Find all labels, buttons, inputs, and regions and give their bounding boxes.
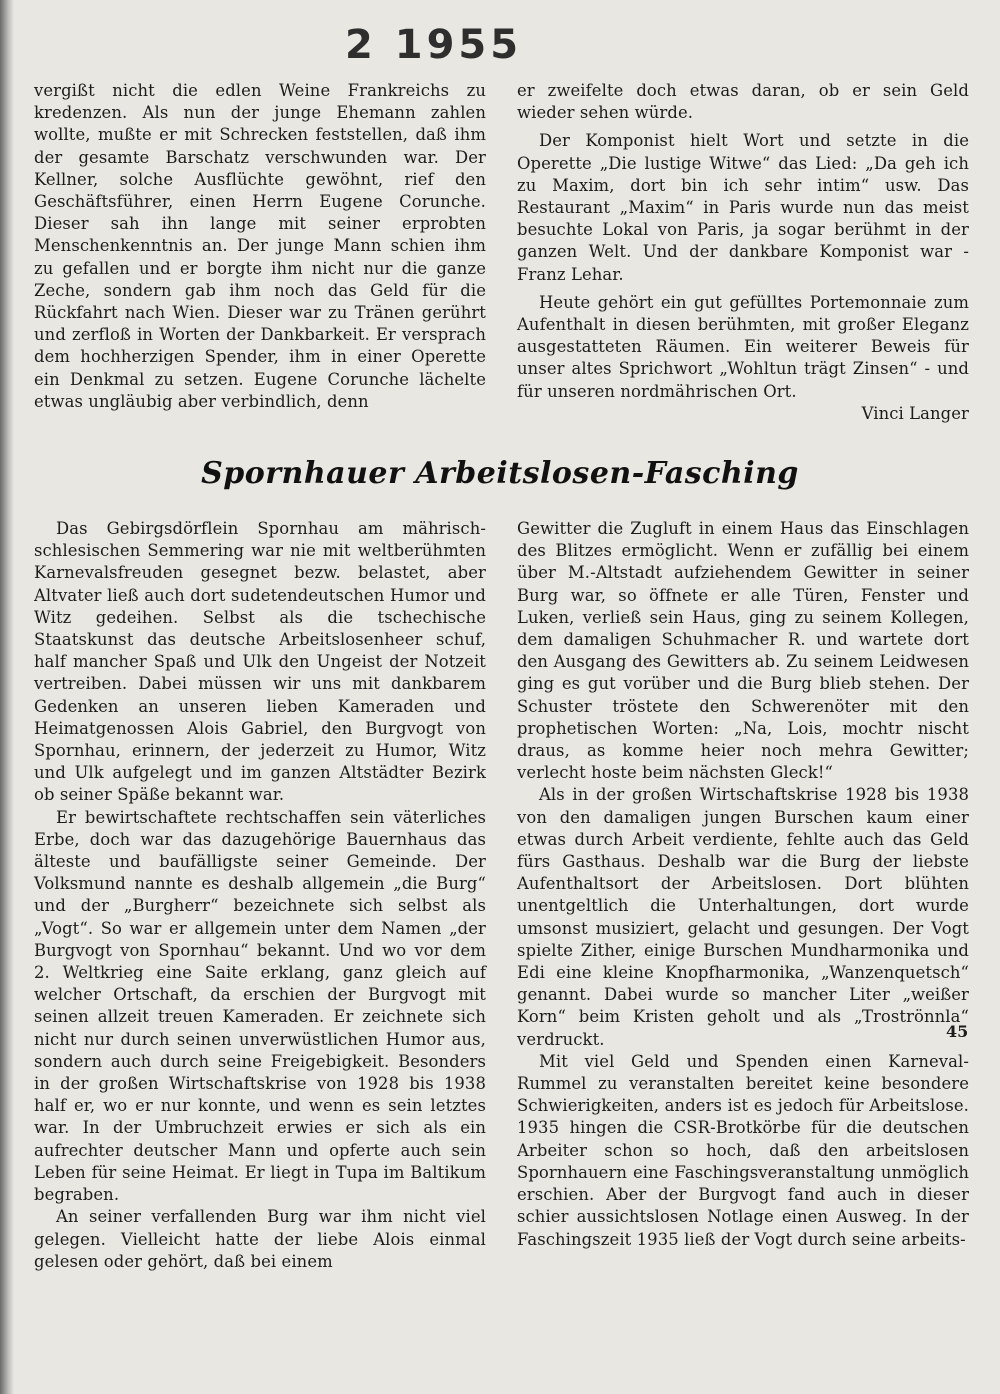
article-right-column bbox=[517, 518, 969, 1251]
paragraph: Der Komponist hielt Wort und setzte in die Operette „Die lustige Witwe“ das Lied: „Da geh ich zu Maxim, dort bin ich sehr intim“ usw. Das Restaurant „Maxim“ in Paris wurde nun das meist besuchte Lokal von Paris, ja sogar berühmt in der ganzen Welt. Und der dankbare Komponist war - Franz Lehar. bbox=[517, 131, 969, 284]
paragraph: An seiner verfallenden Burg war ihm nicht viel gelegen. Vielleicht hatte der liebe Alois einmal gelesen oder gehört, daß bei einem bbox=[34, 1207, 486, 1271]
issue-header: 2 1955 bbox=[345, 22, 523, 68]
paragraph: Mit viel Geld und Spenden einen Karneval-Rummel zu veranstalten bereitet keine besondere Schwierigkeiten, anders ist es jedoch für Arbeitslose. 1935 hingen die CSR-Brotkörbe für die deutschen Arbeiter schon so hoch, daß den arbeitslosen Spornhauern eine Faschingsveranstaltung unmöglich erschien. Aber der Burgvogt fand auch in dieser schier aussichtslosen Notlage einen Ausweg. In der Faschingszeit 1935 ließ der Vogt durch seine arbeits- bbox=[517, 1051, 969, 1249]
article-continuation-left-column bbox=[34, 80, 486, 413]
author-name: Vinci Langer bbox=[861, 403, 969, 423]
paragraph: Das Gebirgsdörflein Spornhau am mährisch-schlesischen Semmering war nie mit weltberühmten Karnevalsfreuden gesegnet bezw. belastet, aber Altvater ließ auch dort sudetendeutschen Humor und Witz gedeihen. Selbst als die tschechische Staatskunst das deutsche Arbeitslosenheer schuf, half mancher Spaß und Ulk den Ungeist der Notzeit vertreiben. Dabei müssen wir uns mit dankbarem Gedenken an unseren lieben Kameraden und Heimatgenossen Alois Gabriel, den Burgvogt von Spornhau, erinnern, der jederzeit zu Humor, Witz und Ulk aufgelegt und im ganzen Altstädter Bezirk ob seiner Späße bekannt war. bbox=[34, 519, 486, 805]
author-signature-row bbox=[517, 403, 969, 425]
page-binding-edge bbox=[0, 0, 14, 1394]
article-continuation-right-column bbox=[517, 80, 969, 425]
paragraph: vergißt nicht die edlen Weine Frankreichs zu kredenzen. Als nun der junge Ehemann zahlen wollte, mußte er mit Schrecken feststellen, daß ihm der gesamte Barschatz verschwunden war. Der Kellner, solche Ausflüchte gewöhnt, rief den Geschäftsführer, einen Herrn Eugene Corunche. Dieser sah ihn lange mit seiner erprobten Menschenkenntnis an. Der junge Mann schien ihm zu gefallen und er borgte ihm nicht nur die ganze Zeche, sondern gab ihm noch das Geld für die Rückfahrt nach Wien. Dieser war zu Tränen gerührt und zerfloß in Worten der Dankbarkeit. Er versprach dem hochherzigen Spender, ihm in einer Operette ein Denkmal zu setzen. Eugene Corunche lächelte etwas ungläubig aber verbindlich, denn bbox=[34, 81, 486, 411]
article-headline: Spornhauer Arbeitslosen-Fasching bbox=[201, 456, 799, 491]
paragraph: Gewitter die Zugluft in einem Haus das Einschlagen des Blitzes ermöglicht. Wenn er zufällig bei einem über M.-Altstadt aufziehendem Gewitter in seiner Burg war, so öffnete er alle Türen, Fenster und Luken, verließ sein Haus, ging zu seinem Kollegen, dem damaligen Schuhmacher R. und wartete dort den Ausgang des Gewitters ab. Zu seinem Leidwesen ging es gut vorüber und die Burg blieb stehen. Der Schuster tröstete den Schwerenöter mit den prophetischen Worten: „Na, Lois, mochtr nischt draus, as komme heier noch mehra Gewitter; verlecht hoste beim nächsten Gleck!“ bbox=[517, 519, 969, 783]
paragraph: Er bewirtschaftete rechtschaffen sein väterliches Erbe, doch war das dazugehörige Bauernhaus das älteste und baufälligste seiner Gemeinde. Der Volksmund nannte es deshalb allgemein „die Burg“ und der „Burgherr“ bezeichnete sich selbst als „Vogt“. So war er allgemein unter dem Namen „der Burgvogt von Spornhau“ bekannt. Und wo vor dem 2. Weltkrieg eine Saite erklang, ganz gleich auf welcher Ortschaft, da erschien der Burgvogt mit seinen allzeit treuen Kameraden. Er zeichnete sich nicht nur durch seinen unverwüstlichen Humor aus, sondern auch durch seine Freigebigkeit. Besonders in der großen Wirtschaftskrise von 1928 bis 1938 half er, wo er nur konnte, und wenn es sein letztes war. In der Umbruchzeit erwies er sich als ein aufrechter deutscher Mann und opferte auch sein Leben für seine Heimat. Er liegt in Tupa im Baltikum begraben. bbox=[34, 807, 486, 1205]
article-left-column bbox=[34, 518, 486, 1273]
paragraph: Heute gehört ein gut gefülltes Portemonnaie zum Aufenthalt in diesen berühmten, mit großer Eleganz ausgestatteten Räumen. Ein weiterer Beweis für unser altes Sprichwort „Wohltun trägt Zinsen“ - und für unseren nordmährischen Ort. bbox=[517, 292, 969, 401]
paragraph: er zweifelte doch etwas daran, ob er sein Geld wieder sehen würde. bbox=[517, 81, 969, 123]
page-number: 45 bbox=[946, 1022, 969, 1041]
paragraph: Als in der großen Wirtschaftskrise 1928 bis 1938 von den damaligen jungen Burschen kaum einer etwas durch Arbeit verdiente, fehlte auch das Geld fürs Gasthaus. Deshalb war die Burg der liebste Aufenthaltsort der Arbeitslosen. Dort blühten unentgeltlich die Unterhaltungen, dort wurde umsonst musiziert, gelacht und gesungen. Der Vogt spielte Zither, einige Burschen Mundharmonika und Edi eine kleine Knopfharmonika, „Wanzenquetsch“ genannt. Dabei wurde so mancher Liter „weißer Korn“ beim Kristen geholt und als „Troströnnla“ verdruckt. bbox=[517, 785, 969, 1049]
